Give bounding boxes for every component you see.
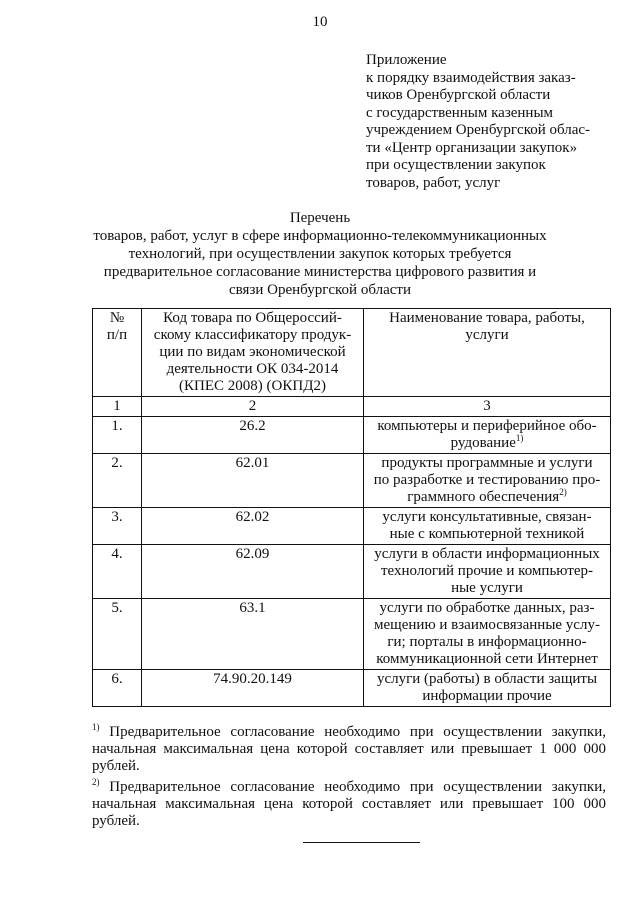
subtitle-line: технологий, при осуществлении закупок которых требуется [128,246,512,262]
row-name-line [367,617,607,634]
footnote [92,779,606,830]
table-row [93,599,611,670]
table-row [93,454,611,508]
document-title: Перечень [289,210,351,226]
row-name-text: рудование [450,435,516,451]
header-text: п/п [106,327,128,343]
row-name-line [367,563,607,580]
row-name-line [367,688,607,705]
header-text: скому классификатору продук- [153,327,352,343]
row-number: 5. [93,599,142,670]
row-code: 74.90.20.149 [142,670,364,707]
row-name-line [367,509,607,526]
header-num [93,309,142,397]
row-code: 63.1 [142,599,364,670]
row-name [364,670,611,707]
table-row [93,545,611,599]
row-name-text: продукты программные и услуги [381,455,593,471]
row-name [364,417,611,454]
row-number: 1. [93,417,142,454]
footnote-text: Предварительное согласование необходимо при осуществлении закупки, начальная максимальная цена которой составляет или превышает 1 000 000 рублей. [92,724,606,774]
row-number: 4. [93,545,142,599]
header-text: Наименование товара, работы, [389,310,585,326]
row-name-text: услуги по обработке данных, раз- [379,600,595,616]
header-text: Код товара по Общероссий- [163,310,342,326]
header-text: услуги [465,327,509,343]
footnote [92,724,606,775]
table-row [93,670,611,707]
row-name-text: ные услуги [451,580,523,596]
footnotes [92,724,606,834]
row-code: 62.09 [142,545,364,599]
subtitle-line: предварительное согласование министерства цифрового развития и [103,264,537,280]
index-cell: 2 [142,397,364,417]
header-text: ции по видам экономической [159,344,346,360]
row-name-text: по разработке и тестированию про- [373,472,601,488]
page-number: 10 [312,14,328,30]
row-name [364,508,611,545]
header-text: № [109,310,125,326]
row-name-line [367,546,607,563]
row-name-line [367,418,607,435]
row-name-line [367,651,607,668]
row-name-line [367,634,607,651]
row-name [364,599,611,670]
row-name-line [367,600,607,617]
appendix-line: товаров, работ, услуг [366,174,501,191]
row-name-text: ные с компьютерной техникой [389,526,585,542]
row-number: 3. [93,508,142,545]
row-name [364,454,611,508]
footnote-mark: 2) [92,777,100,787]
subtitle-line: товаров, работ, услуг в сфере информационно-телекоммуникационных [93,228,547,244]
row-name-text: услуги консультативные, связан- [382,509,592,525]
table-header-row [93,309,611,397]
row-name-text: технологий прочие и компьютер- [381,563,593,579]
footnote-ref: 2) [559,487,567,497]
row-name [364,545,611,599]
row-name-line [367,671,607,688]
index-cell: 3 [364,397,611,417]
index-cell: 1 [93,397,142,417]
row-name-line [367,580,607,597]
end-divider [303,842,420,843]
row-name-text: услуги в области информационных [374,546,600,562]
header-text: (КПЕС 2008) (ОКПД2) [179,378,326,394]
appendix-line: к порядку взаимодействия заказ- [366,69,576,86]
row-number: 6. [93,670,142,707]
footnote-mark: 1) [92,722,100,732]
row-name-text: коммуникационной сети Интернет [376,651,598,667]
appendix-line: при осуществлении закупок [366,157,546,173]
row-name-line [367,526,607,543]
header-text: деятельности ОК 034-2014 [166,361,339,377]
row-name-line [367,435,607,452]
row-code: 62.02 [142,508,364,545]
table-index-row [93,397,611,417]
row-number: 2. [93,454,142,508]
footnote-ref: 1) [515,433,524,443]
table-row [93,417,611,454]
row-name-text: компьютеры и периферийное обо- [377,418,597,434]
appendix-line: ти «Центр организации закупок» [366,139,578,156]
row-name-text: мещению и взаимосвязанные услу- [374,617,600,633]
appendix-line: чиков Оренбургской области [366,87,551,103]
items-table [92,308,611,707]
row-name-line [367,472,607,489]
appendix-line: Приложение [366,52,447,68]
row-name-line [367,489,607,506]
row-name-line [367,455,607,472]
row-name-text: ги; порталы в информационно- [387,634,587,650]
footnote-text: Предварительное согласование необходимо при осуществлении закупки, начальная максимальная цена которой составляет или превышает 100 000 рублей. [92,779,606,829]
header-code [142,309,364,397]
table-row [93,508,611,545]
appendix-line: с государственным казенным [366,104,554,121]
appendix-block [366,52,606,192]
row-code: 26.2 [142,417,364,454]
row-name-text: граммного обеспечения [407,489,560,505]
appendix-line: учреждением Оренбургской облас- [366,122,591,138]
row-name-text: информации прочие [422,688,552,704]
row-name-text: услуги (работы) в области защиты [376,671,598,687]
document-subtitle [0,227,640,299]
header-name [364,309,611,397]
subtitle-line: связи Оренбургской области [229,282,411,298]
row-code: 62.01 [142,454,364,508]
